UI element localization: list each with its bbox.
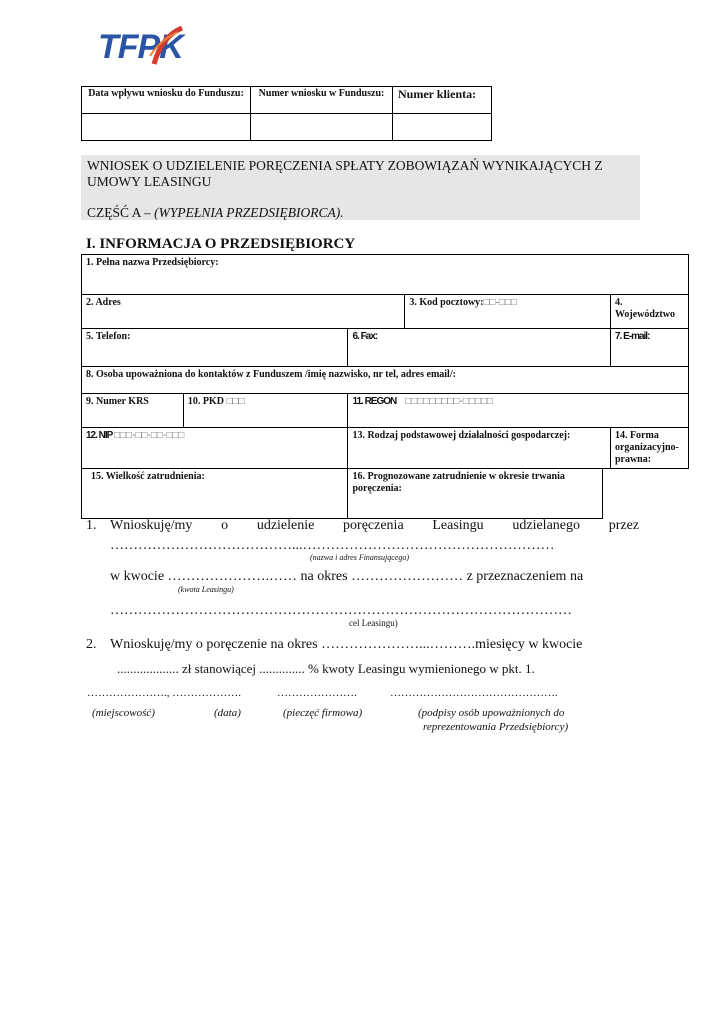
stamp-dots[interactable]: …………………. <box>277 687 357 699</box>
legal-form-field[interactable]: 14. Forma organizacyjno-prawna: <box>610 428 688 469</box>
address-field[interactable]: 2. Adres <box>82 295 405 329</box>
phone-field[interactable]: 5. Telefon: <box>82 329 348 367</box>
section-title: I. INFORMACJA O PRZEDSIĘBIORCY <box>86 236 356 252</box>
amount-period-line[interactable]: w kwocie ………………….…… na okres …………………… z przeznaczeniem na <box>110 569 584 584</box>
logo-swoosh-icon <box>148 26 184 66</box>
signatures-label-1: (podpisy osób upoważnionych do <box>418 707 565 719</box>
logo-text: TFPK <box>98 28 183 66</box>
purpose-dotted-line[interactable]: ……………………………………………………………………………………… <box>110 603 572 618</box>
part-a-label: CZĘŚĆ A – (WYPEŁNIA PRZEDSIĘBIORCA). <box>87 205 344 220</box>
entrepreneur-info-table <box>81 254 689 519</box>
date-label: (data) <box>214 707 241 719</box>
intake-date-header: Data wpływu wniosku do Funduszu: <box>82 87 251 114</box>
stamp-label: (pieczęć firmowa) <box>283 707 363 719</box>
pkd-field[interactable]: 10. PKD □□□ <box>183 394 348 428</box>
signature-dots[interactable]: ………………………………………. <box>390 687 558 699</box>
application-title: WNIOSEK O UDZIELENIE PORĘCZENIA SPŁATY ZOBOWIĄZAŃ WYNIKAJĄCYCH Z UMOWY LEASINGU <box>87 158 603 189</box>
purpose-note: cel Leasingu) <box>349 618 398 628</box>
contact-person-field[interactable]: 8. Osoba upoważniona do kontaktów z Funduszem /imię nazwisko, nr tel, adres email/: <box>82 367 689 394</box>
fax-field[interactable]: 6. Fax: <box>348 329 611 367</box>
tfpk-logo <box>98 26 190 76</box>
client-number-header: Numer klienta: <box>393 87 492 114</box>
intake-date-field[interactable] <box>82 114 251 141</box>
financier-note: (nazwa i adres Finansującego) <box>310 553 410 562</box>
application-title-box <box>81 155 640 220</box>
office-use-table <box>81 86 492 141</box>
email-field[interactable]: 7. E-mail: <box>610 329 688 367</box>
place-date-dots[interactable]: …………………., ………………. <box>87 687 241 699</box>
postal-code-field[interactable]: 3. Kod pocztowy:□□-□□□ <box>405 295 611 329</box>
signatures-label-2: reprezentowania Przedsiębiorcy) <box>423 721 569 733</box>
para2-line1[interactable]: Wnioskuję/my o poręczenie na okres …………………...……….miesięcy w kwocie <box>110 637 583 652</box>
para1-line1: Wnioskuję/my o udzielenie poręczenia Leasingu udzielanego przez <box>110 518 639 533</box>
para2-number: 2. <box>86 637 97 652</box>
client-number-field[interactable] <box>393 114 492 141</box>
krs-field[interactable]: 9. Numer KRS <box>82 394 184 428</box>
amount-note: (kwota Leasingu) <box>178 585 234 594</box>
employment-size-field[interactable]: 15. Wielkość zatrudnienia: <box>82 469 348 519</box>
application-number-header: Numer wniosku w Funduszu: <box>251 87 393 114</box>
regon-field[interactable]: 11. REGON □□□□□□□□□-□□□□□ <box>348 394 689 428</box>
para1-number: 1. <box>86 518 97 533</box>
para2-line2[interactable]: ................... zł stanowiącej .............. % kwoty Leasingu wymienionego w pkt. 1. <box>117 661 535 676</box>
place-label: (miejscowość) <box>92 707 155 719</box>
nip-field[interactable]: 12. NIP □□□-□□-□□-□□□ <box>82 428 348 469</box>
application-number-field[interactable] <box>251 114 393 141</box>
forecast-employment-field[interactable]: 16. Prognozowane zatrudnienie w okresie trwania poręczenia: <box>348 469 603 519</box>
voivodeship-field[interactable]: 4. Województwo <box>610 295 688 329</box>
full-name-field[interactable]: 1. Pełna nazwa Przedsiębiorcy: <box>82 255 689 295</box>
business-type-field[interactable]: 13. Rodzaj podstawowej działalności gospodarczej: <box>348 428 611 469</box>
financier-dotted-line[interactable]: …………………………………...……………………………………………… <box>110 538 555 553</box>
